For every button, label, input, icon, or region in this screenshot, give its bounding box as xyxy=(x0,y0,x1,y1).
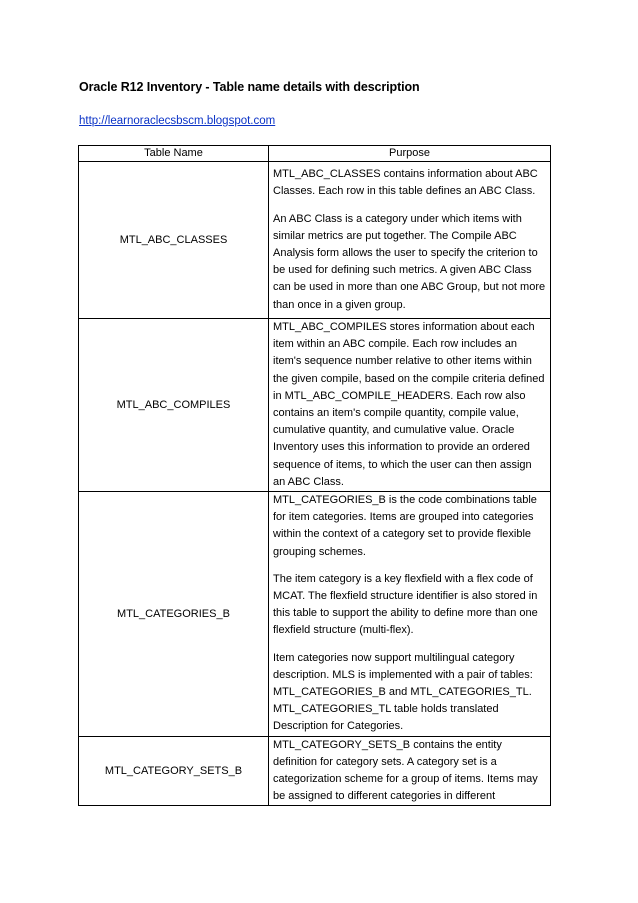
blog-link[interactable]: http://learnoraclecsbscm.blogspot.com xyxy=(79,115,276,127)
header-purpose: Purpose xyxy=(269,146,551,162)
purpose-paragraph: An ABC Class is a category under which items with similar metrics are put together. The Compile ABC Analysis form allows the user to specify the criterion to be used for defining such metrics. A given ABC Class can be used in more than one ABC Group, but not more than once in a given group. xyxy=(273,212,546,311)
purpose-paragraph: MTL_ABC_CLASSES contains information about ABC Classes. Each row in this table defines an ABC Class. xyxy=(273,168,538,198)
table-name-cell: MTL_ABC_COMPILES xyxy=(79,319,269,492)
table-row xyxy=(79,492,551,737)
table-row xyxy=(79,736,551,806)
purpose-cell xyxy=(269,736,551,806)
purpose-paragraph: Item categories now support multilingual category description. MLS is implemented with a pair of tables: MTL_CATEGORIES_B and MTL_CATEGORIES_TL. MTL_CATEGORIES_TL table holds translated Description for Categories. xyxy=(273,651,533,733)
purpose-paragraph: MTL_CATEGORIES_B is the code combinations table for item categories. Items are grouped into categories within the context of a category set to provide flexible grouping schemes. xyxy=(273,494,537,558)
table-row xyxy=(79,319,551,492)
purpose-paragraph: MTL_ABC_COMPILES stores information about each item within an ABC compile. Each row includes an item's sequence number relative to other items within the given compile, based on the compile criteria defined in MTL_ABC_COMPILE_HEADERS. Each row also contains an item's compile quantity, compile value, cumulative quantity, and cumulative value. Oracle Inventory uses this information to provide an ordered sequence of items, to which the user can then assign an ABC Class. xyxy=(273,321,545,488)
purpose-cell xyxy=(269,492,551,737)
purpose-cell xyxy=(269,319,551,492)
table-name-cell: MTL_CATEGORIES_B xyxy=(79,492,269,737)
purpose-cell xyxy=(269,162,551,319)
header-table-name: Table Name xyxy=(79,146,269,162)
table-name-cell: MTL_CATEGORY_SETS_B xyxy=(79,736,269,806)
table-header-row xyxy=(79,146,551,162)
purpose-paragraph: MTL_CATEGORY_SETS_B contains the entity definition for category sets. A category set is a categorization scheme for a group of items. Items may be assigned to different categories in different xyxy=(273,738,538,803)
table-name-cell: MTL_ABC_CLASSES xyxy=(79,162,269,319)
table-row xyxy=(79,162,551,319)
document-title: Oracle R12 Inventory - Table name details with description xyxy=(79,80,420,94)
table-details xyxy=(78,145,551,806)
purpose-paragraph: The item category is a key flexfield with a flex code of MCAT. The flexfield structure identifier is also stored in this table to support the ability to define more than one flexfield structure (multi-flex). xyxy=(273,572,538,637)
